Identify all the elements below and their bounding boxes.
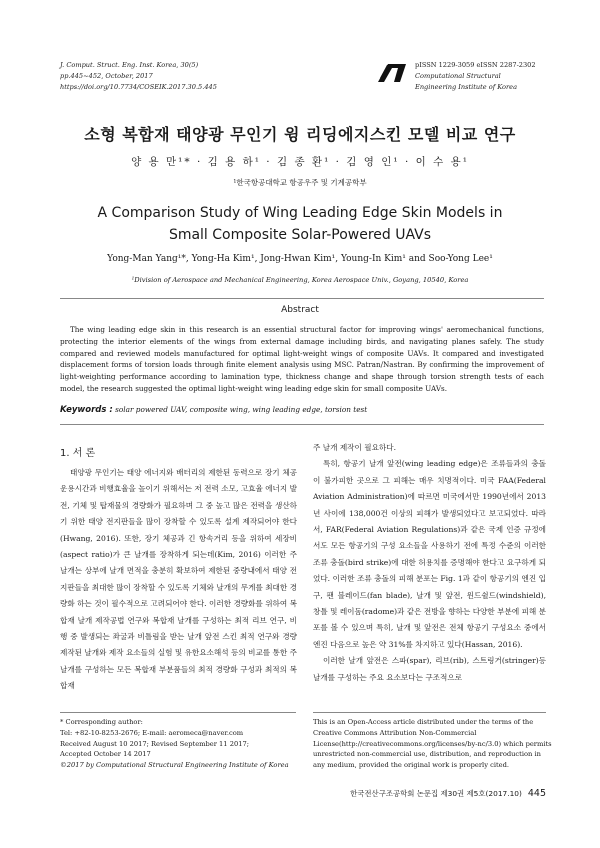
- footnote-divider: [313, 712, 546, 713]
- issn-line: pISSN 1229-3059 eISSN 2287-2302: [415, 61, 536, 69]
- footnote-line: Accepted October 14 2017: [60, 750, 151, 759]
- abstract-heading: Abstract: [281, 305, 319, 315]
- keywords-text: solar powered UAV, composite wing, wing leading edge, torsion test: [115, 405, 368, 414]
- body-paragraph: 태양광 무인기는 태양 에너지와 배터리의 제한된 동력으로 장기 체공 운용시간과 비행효율을 높이기 위해서는 저 전력 소모, 고효율 에너지 발전, 기체 및 탑재물의 경량화가 필요하며 그 중 높고 많은 전력을 생산하기 위한 태양 전지판들을 많이 장착할 수 있도록 설계 제작되어야 한다(Hwang, 2016). 또한, 장기 체공과 긴 항속거리 등을 위하여 세장비(aspect ratio)가 큰 날개를 장착하게 되는데(Kim, 2016) 이러한 주 날개는 상부에 날개 면적을 충분히 확보하여 제한된 중량내에서 태양 전지판들을 최대한 많이 장착할 수 있도록 기체와 날개의 무게를 최대한 경량화 하는 것이 필수적으로 고려되어야 한다. 이러한 경량화를 위하여 복합재 날개 제작공법 연구와 복합재 날개를 구성하는 최적 리브 연구, 비행 중 발생되는 좌굴과 비틀림을 받는 날개 앞전 스킨 최적 연구와 경량 제작된 날개와 제작 요소들의 실험 및 유한요소해석 등의 비교를 통한 주 날개를 구성하는 모든 복합재 부분품들의 최적 경량화 구성과 최적의 복합재: [60, 468, 297, 691]
- korean-title: 소형 복합재 태양광 무인기 윙 리딩에지스킨 모델 비교 연구: [84, 125, 516, 144]
- page-footer: [300, 788, 546, 799]
- section-heading: 1. 서 론: [60, 448, 96, 459]
- right-column: [313, 440, 546, 686]
- korean-authors: 양 용 만¹* · 김 용 하¹ · 김 종 환¹ · 김 영 인¹ · 이 수 용¹: [131, 156, 469, 168]
- footnote-line: Received August 10 2017; Revised September 11 2017;: [60, 739, 249, 748]
- english-title: [0, 202, 600, 246]
- english-authors: Yong-Man Yang¹*, Yong-Ha Kim¹, Jong-Hwan Kim¹, Young-In Kim¹ and Soo-Yong Lee¹: [107, 254, 493, 264]
- footer-journal: 한국전산구조공학회 논문집 제30권 제5호(2017.10): [350, 789, 522, 798]
- abstract-text: The wing leading edge skin in this research is an essential structural factor for improving wings' aeromechanical functions, protecting the interior elements of the wings from external damage including birds, and navigating planes safely. The study compared and reviewed models manufactured for optimal light-weight wings of composite UAVs. It compared and investigated displacement forms of torsion loads through finite element analysis using MSC. Patran/Nastran. By confirming the improvement of light-weighting performance according to lamination type, thickness change and shape through torsion strength tests of each model, the research suggested the optimal light-weight wing leading edge skin for small composite UAVs.: [60, 325, 544, 393]
- correspondence-footnote: [60, 717, 300, 771]
- english-title-line: A Comparison Study of Wing Leading Edge Skin Models in: [97, 205, 503, 221]
- korean-affiliation: ¹한국항공대학교 항공우주 및 기계공학부: [233, 178, 367, 187]
- publisher-line: Computational Structural: [415, 72, 501, 80]
- issn-block: [415, 60, 536, 93]
- page-number: 445: [527, 788, 546, 799]
- doi-link[interactable]: https://doi.org/10.7734/COSEIK.2017.30.5.445: [60, 83, 217, 91]
- citation-line: pp.445~452, October, 2017: [60, 72, 153, 80]
- body-paragraph: 이러한 날개 앞전은 스파(spar), 리브(rib), 스트링거(stringer)등 날개를 구성하는 주요 요소보다는 구조적으로: [313, 656, 546, 682]
- footnote-line: Tel: +82-10-8253-2676; E-mail: aeromeca@naver.com: [60, 728, 244, 737]
- english-title-line: Small Composite Solar-Powered UAVs: [168, 227, 432, 243]
- journal-logo-icon: [378, 62, 406, 84]
- footnote-line: * Corresponding author:: [60, 718, 143, 726]
- footnote-line: ©2017 by Computational Structural Engineering Institute of Korea: [60, 761, 289, 770]
- body-paragraph: 특히, 항공기 날개 앞전(wing leading edge)은 조류들과의 충돌이 불가피한 곳으로 그 피해는 매우 치명적이다. 미국 FAA(Federal Aviation Administration)에 따르면 미국에서만 1990년에서 2013년 사이에 138,000건 이상의 피해가 발생되었다고 보고되었다. 따라서, FAR(Federal Aviation Regulations)과 같은 국제 인증 규정에서도 모든 항공기의 구성 요소들을 사용하기 전에 특정 수준의 이러한 조류 충돌(bird strike)에 대한 허용치를 증명해야 한다고 요구하게 되었다. 이러한 조류 충돌의 피해 분포는 Fig. 1과 같이 항공기의 엔진 입구, 팬 블레이드(fan blade), 날개 및 앞전, 윈드쉴드(windshield), 창틀 및 레이돔(radome)과 같은 전방을 향하는 다양한 부분에 피해 분포를 볼 수 있으며 특히, 날개 및 앞전은 전체 항공기 구성요소 중에서 엔진 다음으로 높은 약 31%를 차지하고 있다(Hassan, 2016).: [313, 459, 546, 649]
- divider: [60, 298, 544, 299]
- keywords-label: Keywords :: [60, 405, 113, 415]
- english-affiliation: ¹Division of Aerospace and Mechanical Engineering, Korea Aerospace Univ., Goyang, 10540, Korea: [131, 276, 469, 284]
- publisher-line: Engineering Institute of Korea: [415, 83, 518, 91]
- divider: [60, 424, 544, 425]
- keywords: [60, 405, 544, 415]
- license-footnote: This is an Open-Access article distributed under the terms of the Creative Commons Attribution Non-Commercial License(http://creativecommons.org/licenses/by-nc/3.0) which permits unrestricted non-commercial use, distribution, and reproduction in any medium, provided the original work is properly cited.: [313, 718, 552, 770]
- left-column: [60, 465, 297, 695]
- body-paragraph: 주 날개 제작이 필요하다.: [313, 443, 397, 452]
- footnote-divider: [60, 712, 296, 713]
- journal-citation: [60, 60, 217, 93]
- citation-line: J. Comput. Struct. Eng. Inst. Korea, 30(5): [60, 61, 199, 69]
